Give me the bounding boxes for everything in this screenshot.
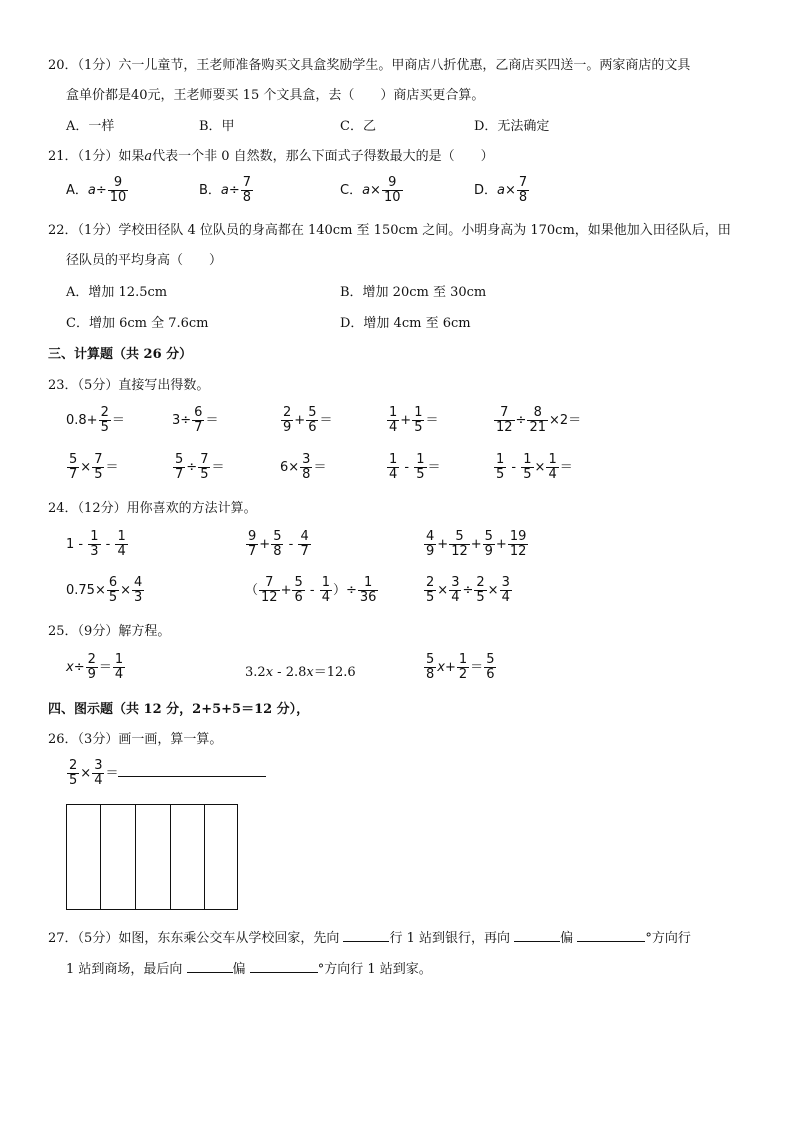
q20-line1: 20．（1分）六一儿童节，王老师准备购买文具盒奖励学生。甲商店八折优惠，乙商店买四送一。两家商店的文具 (48, 58, 691, 73)
q26-title: 26．（3分）画一画，算一算。 (48, 732, 223, 747)
q23-item-10: $\frac{1}{5}$ - $\frac{1}{5}$ × $\frac{1}{4}$ ＝ (496, 452, 573, 482)
q21-option-b: B．a÷ $\frac{7}{8}$ (199, 175, 252, 205)
q23-item-4: $\frac{1}{4}$ + $\frac{1}{5}$ ＝ (389, 405, 439, 435)
q22-option-a: A．增加 12.5cm (66, 285, 168, 300)
q22-line1: 22．（1分）学校田径队 4 位队员的身高都在 140cm 至 150cm 之间。小明身高为 170cm，如果他加入田径队后，田 (48, 223, 731, 238)
q22-line2: 径队员的平均身高（ ） (66, 253, 223, 268)
q24-item-2: $\frac{9}{7}$ + $\frac{5}{8}$ - $\frac{4}{7}$ (248, 529, 309, 559)
section-4-heading: 四、图示题（共 12 分，2+5+5＝12 分）， (48, 702, 310, 717)
q22-option-c: C．增加 6cm 全 7.6cm (66, 316, 209, 331)
q20-option-d: D．无法确定 (474, 119, 550, 134)
q27-blank-4[interactable] (187, 960, 233, 973)
q27-blank-2[interactable] (514, 929, 560, 942)
q24-item-1: 1 - $\frac{1}{3}$ - $\frac{1}{4}$ (66, 529, 126, 559)
q21-option-c: C．a× $\frac{9}{10}$ (340, 175, 401, 205)
section-3-heading: 三、计算题（共 26 分） (48, 347, 193, 362)
q27-line1: 27．（5分）如图，东东乘公交车从学校回家，先向 行 1 站到银行，再向 偏 °方向行 (48, 931, 691, 946)
q23-item-9: $\frac{1}{4}$ - $\frac{1}{5}$ ＝ (389, 452, 441, 482)
q24-title: 24．（12分）用你喜欢的方法计算。 (48, 501, 257, 516)
q23-item-6: $\frac{5}{7}$ × $\frac{7}{5}$ ＝ (69, 452, 119, 482)
q27-blank-3[interactable] (577, 929, 645, 942)
q23-item-7: $\frac{5}{7}$ ÷ $\frac{7}{5}$ ＝ (175, 452, 225, 482)
q25-title: 25．（9分）解方程。 (48, 624, 171, 639)
q21-stem: 21．（1分）如果a代表一个非 0 自然数，那么下面式子得数最大的是（ ） (48, 149, 494, 164)
q20-option-b: B．甲 (199, 119, 235, 134)
q21-option-a: A．a÷ $\frac{9}{10}$ (66, 175, 127, 205)
q25-equation-1: x÷ $\frac{2}{9}$ ＝ $\frac{1}{4}$ (66, 652, 124, 682)
q24-item-5: （ $\frac{7}{12}$ + $\frac{5}{6}$ - $\frac{1}{4}$ ）÷ $\frac{1}{36}$ (245, 575, 377, 605)
q25-equation-2: 3.2x - 2.8x＝12.6 (245, 665, 356, 680)
q27-line2: 1 站到商场，最后向 偏 °方向行 1 站到家。 (66, 962, 432, 977)
grid-divider (170, 805, 171, 909)
q23-item-8: 6× $\frac{3}{8}$ ＝ (280, 452, 327, 482)
q22-option-d: D．增加 4cm 至 6cm (340, 316, 471, 331)
q27-blank-5[interactable] (250, 960, 318, 973)
q20-option-c: C．乙 (340, 119, 376, 134)
q24-item-4: 0.75× $\frac{6}{5}$ × $\frac{4}{3}$ (66, 575, 143, 605)
q26-expression: $\frac{2}{5}$ × $\frac{3}{4}$ ＝ (66, 759, 266, 788)
grid-divider (204, 805, 205, 909)
q24-item-6: $\frac{2}{5}$ × $\frac{3}{4}$ ÷ $\frac{2}{5}$ × $\frac{3}{4}$ (426, 575, 510, 605)
q23-item-3: $\frac{2}{9}$ + $\frac{5}{6}$ ＝ (283, 405, 333, 435)
q20-option-a: A．一样 (66, 119, 115, 134)
q23-item-5: $\frac{7}{12}$ ÷ $\frac{8}{21}$ ×2＝ (496, 405, 582, 435)
q25-equation-3: $\frac{5}{8}$ x+ $\frac{1}{2}$ ＝ $\frac{5}{6}$ (426, 652, 495, 682)
grid-divider (135, 805, 136, 909)
q23-title: 23．（5分）直接写出得数。 (48, 378, 210, 393)
grid-divider (100, 805, 101, 909)
q23-item-1: 0.8+ $\frac{2}{5}$ ＝ (66, 405, 125, 435)
q27-blank-1[interactable] (343, 929, 389, 942)
q23-item-2: 3÷ $\frac{6}{7}$ ＝ (172, 405, 219, 435)
q21-option-d: D．a× $\frac{7}{8}$ (474, 175, 528, 205)
q20-line2: 盒单价都是40元，王老师要买 15 个文具盒，去（ ）商店买更合算。 (66, 88, 485, 103)
q24-item-3: $\frac{4}{9}$ + $\frac{5}{12}$ + $\frac{5}{9}$ + $\frac{19}{12}$ (426, 529, 527, 559)
q22-option-b: B．增加 20cm 至 30cm (340, 285, 487, 300)
q26-answer-blank[interactable] (118, 764, 266, 777)
q26-fraction-grid (66, 804, 238, 910)
